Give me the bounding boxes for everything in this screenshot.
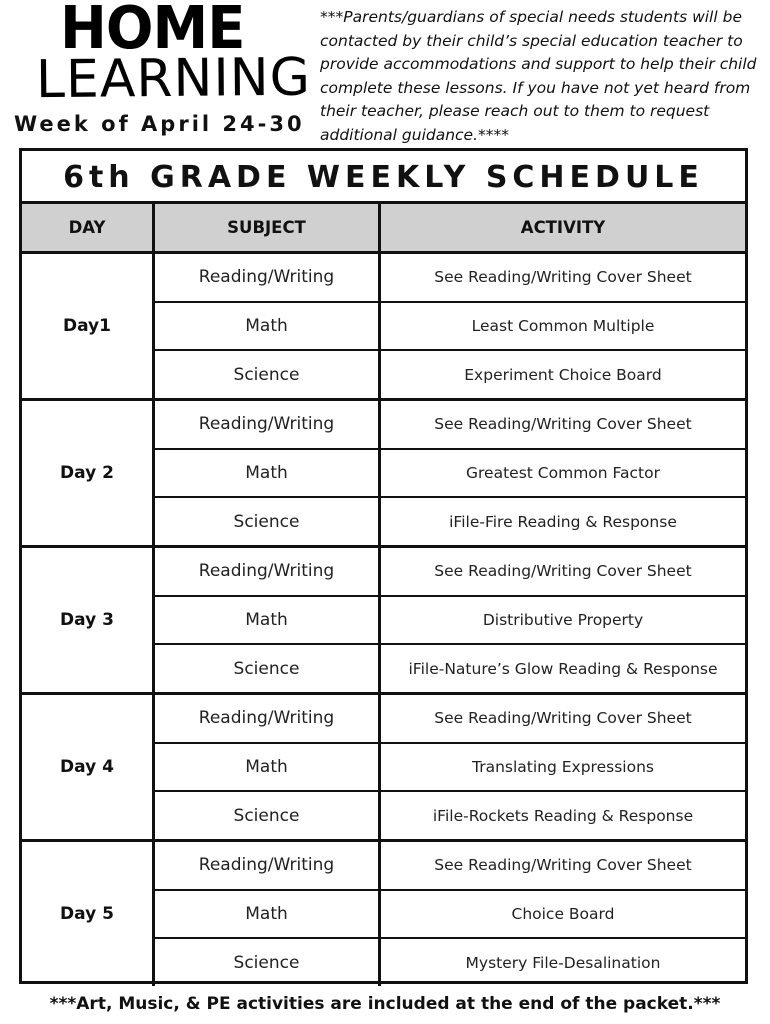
activity-cell: See Reading/Writing Cover Sheet [434, 268, 692, 287]
day-block [22, 695, 745, 842]
day-block [22, 401, 745, 548]
table-row [155, 401, 745, 450]
table-row [155, 254, 745, 303]
day-cell: Day 3 [22, 548, 155, 692]
subject-cell: Science [155, 939, 381, 986]
subject-cell: Math [155, 891, 381, 938]
table-header-row [22, 204, 745, 254]
day-cell: Day 4 [22, 695, 155, 839]
subject-cell: Reading/Writing [155, 842, 381, 889]
activity-cell: Choice Board [511, 905, 615, 923]
subject-cell: Reading/Writing [155, 254, 381, 301]
table-row [155, 498, 745, 545]
activity-cell: Translating Expressions [472, 758, 654, 776]
table-row [155, 548, 745, 597]
schedule-title: 6th GRADE WEEKLY SCHEDULE [22, 151, 745, 204]
table-row [155, 450, 745, 499]
activity-cell: Mystery File-Desalination [465, 953, 661, 972]
weekly-schedule-table [19, 148, 748, 984]
table-row [155, 597, 745, 646]
activity-cell: See Reading/Writing Cover Sheet [434, 856, 692, 875]
table-row [155, 303, 745, 352]
activity-cell: See Reading/Writing Cover Sheet [434, 562, 692, 581]
table-row [155, 351, 745, 398]
activity-cell: Experiment Choice Board [464, 365, 662, 384]
learning-title: LEARNING [35, 47, 312, 111]
column-header-activity: ACTIVITY [520, 218, 606, 237]
subject-cell: Science [155, 351, 381, 398]
footer-note: ***Art, Music, & PE activities are included at the end of the packet.*** [49, 994, 721, 1014]
day-block [22, 254, 745, 401]
column-header-subject: SUBJECT [155, 204, 381, 251]
subject-cell: Math [155, 744, 381, 791]
activity-cell: Greatest Common Factor [466, 464, 660, 482]
subject-cell: Science [155, 645, 381, 692]
day-cell: Day 2 [22, 401, 155, 545]
activity-cell: iFile-Nature’s Glow Reading & Response [408, 659, 718, 678]
table-row [155, 842, 745, 891]
subject-cell: Reading/Writing [155, 695, 381, 742]
table-row [155, 695, 745, 744]
subject-cell: Reading/Writing [155, 548, 381, 595]
special-needs-note: ***Parents/guardians of special needs students will be contacted by their child’s special education teacher to provide accommodations and support to help their child complete these lessons. If you have not yet heard from their teacher, please reach out to them to request additional guidance.**** [320, 8, 757, 144]
day-block [22, 548, 745, 695]
subject-cell: Math [155, 597, 381, 644]
activity-cell: See Reading/Writing Cover Sheet [434, 415, 692, 434]
day-block [22, 842, 745, 986]
week-label: Week of April 24-30 [14, 112, 305, 136]
subject-cell: Science [155, 792, 381, 839]
subject-cell: Math [155, 303, 381, 350]
activity-cell: iFile-Rockets Reading & Response [432, 806, 694, 825]
activity-cell: iFile-Fire Reading & Response [449, 512, 677, 531]
activity-cell: Distributive Property [482, 611, 644, 629]
activity-cell: See Reading/Writing Cover Sheet [434, 709, 692, 728]
column-header-day: DAY [22, 204, 155, 251]
day-cell: Day 5 [22, 842, 155, 986]
table-row [155, 792, 745, 839]
activity-cell: Least Common Multiple [471, 317, 655, 335]
subject-cell: Science [155, 498, 381, 545]
table-row [155, 744, 745, 793]
subject-cell: Reading/Writing [155, 401, 381, 448]
table-row [155, 939, 745, 986]
table-row [155, 891, 745, 940]
subject-cell: Math [155, 450, 381, 497]
table-row [155, 645, 745, 692]
day-cell: Day1 [22, 254, 155, 398]
home-title: HOME [60, 0, 245, 63]
